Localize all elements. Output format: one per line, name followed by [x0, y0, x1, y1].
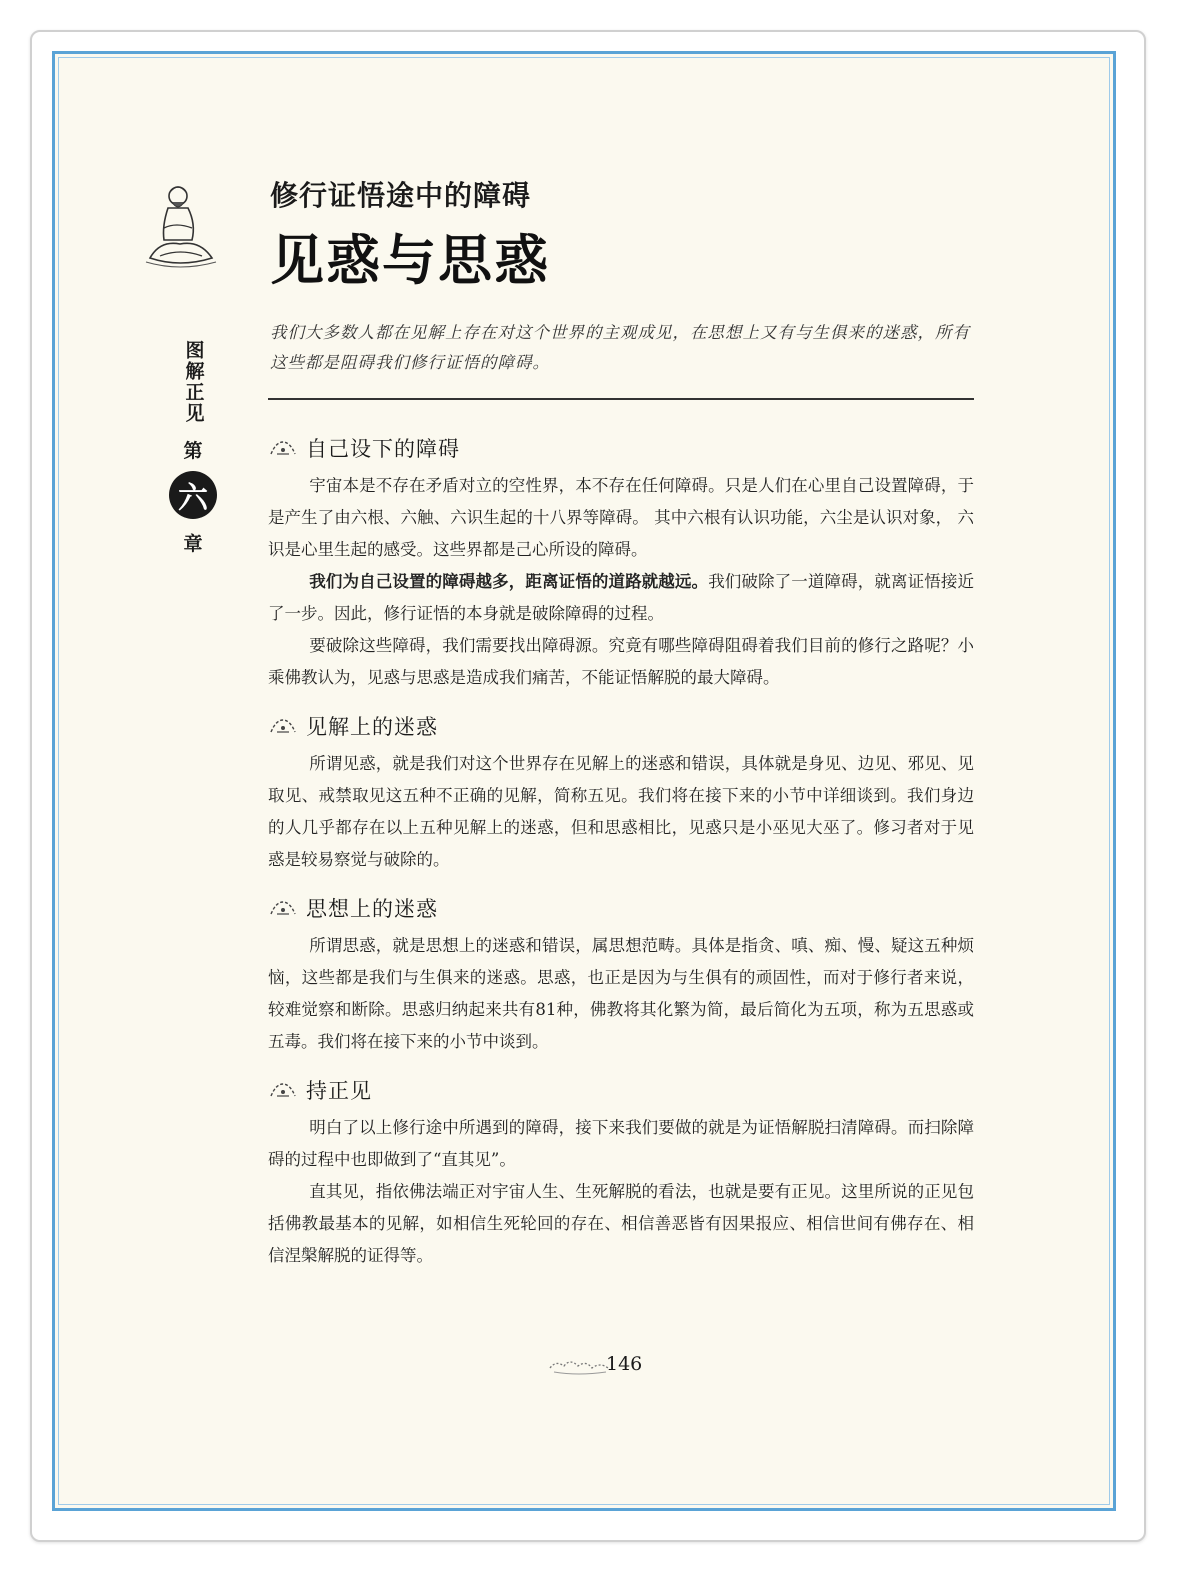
meditating-monk-icon	[140, 178, 220, 270]
chapter-sidebar	[163, 340, 223, 556]
section	[268, 890, 974, 1058]
article-body	[268, 430, 974, 1286]
section-heading	[268, 430, 974, 466]
page-number: 146	[606, 1353, 643, 1375]
divider	[268, 398, 974, 400]
chapter-prefix: 第	[183, 440, 203, 462]
page-footer	[548, 1352, 642, 1376]
paragraph: 我们为自己设置的障碍越多，距离证悟的道路就越远。我们破除了一道障碍，就离证悟接近了一步。因此，修行证悟的本身就是破除障碍的过程。	[268, 572, 975, 623]
section-title: 持正见	[306, 1079, 372, 1103]
page-title: 见惑与思惑	[270, 229, 550, 292]
paragraph: 所谓见惑，就是我们对这个世界存在见解上的迷惑和错误，具体就是身见、边见、邪见、见取见、戒禁取见这五种不正确的见解，简称五见。我们将在接下来的小节中详细谈到。我们身边的人几乎都存在以上五种见解上的迷惑，但和思惑相比，见惑只是小巫见大巫了。修习者对于见惑是较易察觉与破除的。	[268, 754, 974, 869]
section	[268, 430, 974, 694]
lotus-ornament-icon	[268, 1080, 298, 1100]
emphasis-text: 我们为自己设置的障碍越多，距离证悟的道路就越远。	[309, 572, 709, 591]
paragraph: 宇宙本是不存在矛盾对立的空性界，本不存在任何障碍。只是人们在心里自己设置障碍，于是产生了由六根、六触、六识生起的十八界等障碍。 其中六根有认识功能，六尘是认识对象， 六识是心里生起的感受。这些界都是己心所设的障碍。	[268, 476, 974, 559]
section	[268, 708, 974, 876]
chapter-suffix: 章	[183, 533, 203, 555]
chapter-number-badge: 六	[169, 471, 217, 519]
section	[268, 1072, 974, 1272]
lotus-ornament-icon	[268, 898, 298, 918]
paragraph: 所谓思惑，就是思想上的迷惑和错误，属思想范畴。具体是指贪、嗔、痴、慢、疑这五种烦恼，这些都是我们与生俱来的迷惑。思惑，也正是因为与生俱有的顽固性，而对于修行者来说，较难觉察和断除。思惑归纳起来共有81种，佛教将其化繁为简，最后简化为五项，称为五思惑或五毒。我们将在接下来的小节中谈到。	[268, 936, 974, 1051]
lotus-ornament-icon	[268, 716, 298, 736]
section-heading	[268, 1072, 974, 1108]
section-title: 自己设下的障碍	[306, 437, 460, 461]
book-title: 图解正见	[182, 340, 205, 424]
section-heading	[268, 708, 974, 744]
section-heading	[268, 890, 974, 926]
section-title: 思想上的迷惑	[306, 897, 438, 921]
lotus-ornament-icon	[268, 438, 298, 458]
section-title: 见解上的迷惑	[306, 715, 438, 739]
paragraph: 要破除这些障碍，我们需要找出障碍源。究竟有哪些障碍阻碍着我们目前的修行之路呢？小乘佛教认为，见惑与思惑是造成我们痛苦，不能证悟解脱的最大障碍。	[268, 636, 974, 687]
page-supertitle: 修行证悟途中的障碍	[270, 179, 532, 212]
paragraph: 明白了以上修行途中所遇到的障碍，接下来我们要做的就是为证悟解脱扫清障碍。而扫除障碍的过程中也即做到了“直其见”。	[268, 1118, 974, 1169]
intro-text: 我们大多数人都在见解上存在对这个世界的主观成见，在思想上又有与生俱来的迷惑，所有这些都是阻碍我们修行证悟的障碍。	[270, 323, 970, 372]
paragraph: 直其见，指依佛法端正对宇宙人生、生死解脱的看法，也就是要有正见。这里所说的正见包括佛教最基本的见解，如相信生死轮回的存在、相信善恶皆有因果报应、相信世间有佛存在、相信涅槃解脱的证得等。	[268, 1182, 974, 1265]
cloud-ornament-icon	[548, 1352, 610, 1376]
